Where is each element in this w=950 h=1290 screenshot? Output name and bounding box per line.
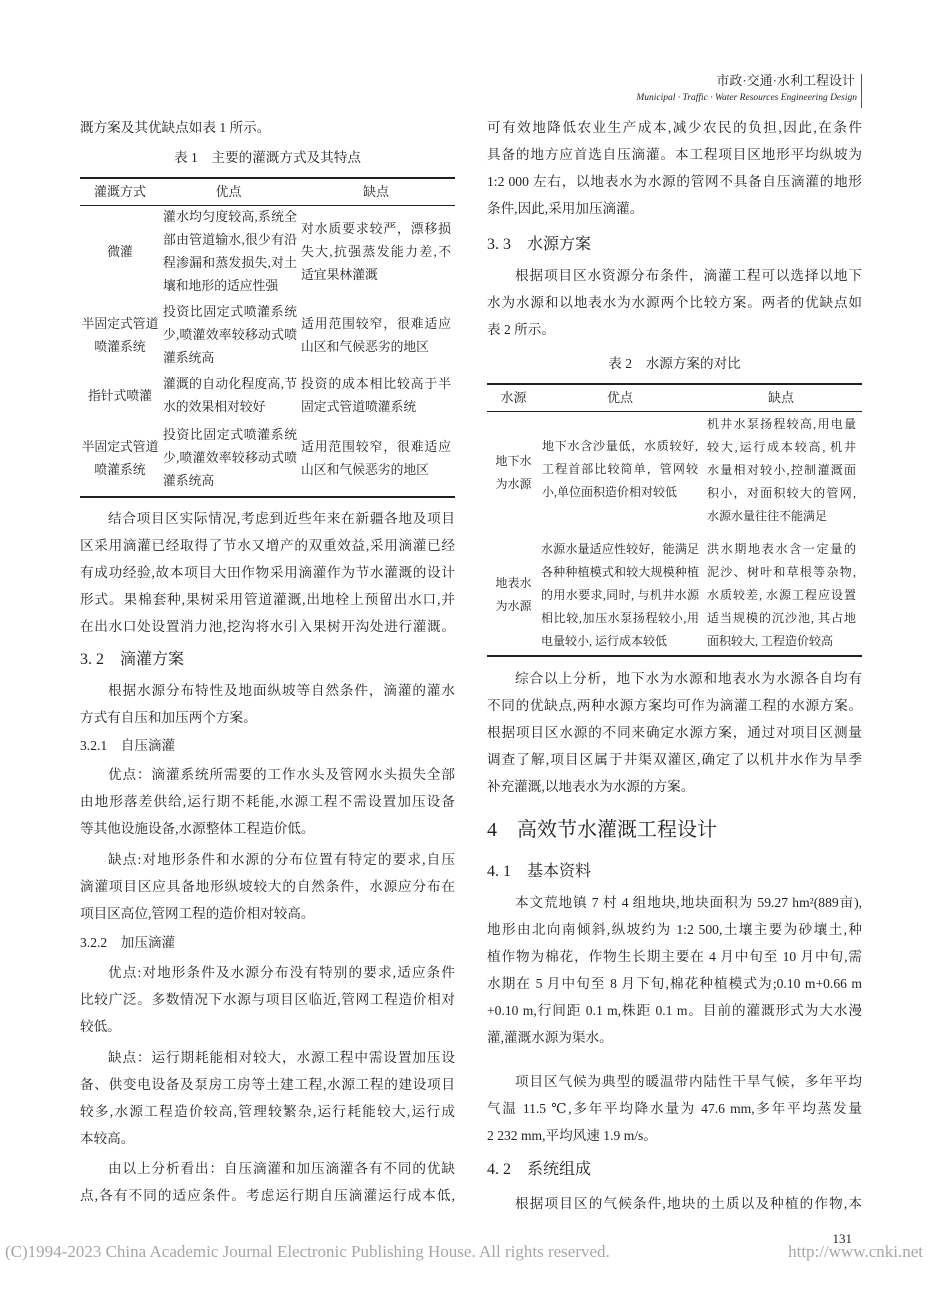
text-line: 项目区高位,管网工程的造价相对较高。 xyxy=(80,906,315,921)
table1-cell-pros xyxy=(163,424,297,493)
cell-line: 适当规模的沉沙池, 其占地 xyxy=(707,611,856,625)
table2-cell-pros xyxy=(542,435,698,504)
text-line: 滴灌项目区应具备地形纵坡较大的自然条件，水源应分布在 xyxy=(80,879,455,894)
cell-line: 各种种植模式和较大规模种植 xyxy=(541,565,699,579)
cell-line: 少,喷灌效率较移动式喷 xyxy=(163,451,297,465)
cell-line: 较大,运行成本较高, 机井 xyxy=(707,440,856,454)
cell-line: 少,喷灌效率较移动式喷 xyxy=(163,328,297,342)
text-line: 具备的地方应首选自压滴灌。本工程项目区地形平均纵坡为 xyxy=(487,147,862,162)
table2-cell-cons xyxy=(707,413,856,528)
table1-cell-method xyxy=(78,436,162,482)
text-line: 等其他设施设备,水源整体工程造价低。 xyxy=(80,821,315,836)
text-line: 地形由北向南倾斜,纵坡约为 1:2 500,土壤主要为砂壤土,种 xyxy=(487,922,862,937)
paragraph-3-2-2-cons xyxy=(80,1044,455,1152)
running-header-title: 市政·交通·水利工程设计 xyxy=(716,73,855,88)
text-line: 1:2 000 左右，以地表水为水源的管网不具备自压滴灌的地形 xyxy=(487,174,862,189)
cell-line: 电量较小, 运行成本较低 xyxy=(541,634,668,648)
text-line: 本较高。 xyxy=(80,1131,135,1146)
table2-top-rule xyxy=(487,383,862,385)
paragraph-intro xyxy=(80,114,455,141)
text-line: 在出水口处设置消力池,挖沟将水引入果树开沟处进行灌溉。 xyxy=(80,619,455,634)
cell-line: 积小，对面积较大的管网, xyxy=(707,486,856,500)
cell-line: 对水质要求较严，漂移损 xyxy=(301,222,451,236)
text-line: 项目区气候为典型的暖温带内陆性干旱气候，多年平均 xyxy=(515,1074,862,1089)
copyright-text: (C)1994-2023 China Academic Journal Electronic Publishing House. All rights reserved. xyxy=(5,1242,610,1261)
cell-line: 投资比固定式喷灌系统 xyxy=(163,305,297,319)
cell-line: 适用范围较窄，很难适应 xyxy=(301,317,451,331)
table2-header-rule xyxy=(487,411,862,412)
text-line: 灌,灌溉水源为渠水。 xyxy=(487,1030,613,1045)
table1-bottom-rule xyxy=(80,496,455,498)
cell-line: 的用水要求,同时, 与机井水源 xyxy=(541,588,699,602)
paragraph-conclusion xyxy=(80,505,455,640)
paragraph-3-2-1-pros xyxy=(80,761,455,842)
table2-cell-source xyxy=(487,572,540,618)
text-line: 植作物为棉花，作物生长期主要在 4 月中旬至 10 月中旬,需 xyxy=(487,949,862,964)
cell-line: 程渗漏和蒸发损失,对土 xyxy=(163,256,297,270)
cell-line: 微灌 xyxy=(107,245,133,259)
text-line: 备、供变电设备及泵房工房等土建工程,水源工程的建设项目 xyxy=(80,1077,455,1092)
cell-line: 壤和地形的适应性强 xyxy=(163,279,279,293)
text-line: 缺点：运行期耗能相对较大，水源工程中需设置加压设 xyxy=(108,1050,455,1065)
running-header-subtitle: Municipal · Traffic · Water Resources Engineering Design xyxy=(636,93,857,103)
table2-cell-source xyxy=(487,450,540,496)
cell-line: 失大,抗强蒸发能力差,不 xyxy=(301,245,451,259)
table2-cell-cons xyxy=(707,538,856,653)
cell-line: 半固定式管道 xyxy=(81,317,159,331)
cell-line: 水的效果相对较好 xyxy=(163,400,266,414)
text-line: 区采用滴灌已经取得了节水又增产的双重效益,采用滴灌已经 xyxy=(80,538,455,553)
text-line: 方式有自压和加压两个方案。 xyxy=(80,710,257,725)
table1-top-rule xyxy=(80,177,455,179)
cell-line: 适用范围较窄，很难适应 xyxy=(301,440,451,454)
text-line: 2 232 mm,平均风速 1.9 m/s。 xyxy=(487,1128,657,1143)
table2-bottom-rule xyxy=(487,655,862,657)
table1-cell-cons xyxy=(301,373,451,419)
cell-line: 山区和气候恶劣的地区 xyxy=(301,340,429,354)
paragraph-basic-data xyxy=(487,889,862,1051)
table2-header-cons: 缺点 xyxy=(767,390,794,405)
text-line: 点,各有不同的适应条件。考虑运行期自压滴灌运行成本低, xyxy=(80,1188,455,1203)
cell-line: 泥沙、树叶和草根等杂物, xyxy=(707,565,856,579)
text-line: +0.10 m,行间距 0.1 m,株距 0.1 m。目前的灌溉形式为大水漫 xyxy=(487,1003,862,1018)
cell-line: 地下水含沙量低，水质较好, xyxy=(542,439,698,453)
page-number: 131 xyxy=(832,1231,852,1246)
table2-cell-pros xyxy=(541,538,699,653)
table1-header-pros: 优点 xyxy=(215,184,242,199)
subsection-heading-3-2-2: 3.2.2 加压滴灌 xyxy=(80,935,176,950)
text-line: 由以上分析看出：自压滴灌和加压滴灌各有不同的优缺 xyxy=(108,1161,455,1176)
cell-line: 工程首部比较简单，管网较 xyxy=(542,462,698,476)
header-divider xyxy=(861,74,862,108)
paragraph-3-2-2-pros xyxy=(80,959,455,1040)
text-line: 水为水源和以地表水为水源两个比较方案。两者的优缺点如 xyxy=(487,295,862,310)
table1-cell-cons xyxy=(301,218,451,287)
table1-cell-method xyxy=(80,385,160,408)
text-line: 根据水源分布特性及地面纵坡等自然条件，滴灌的灌水 xyxy=(108,683,455,698)
text-line: 不同的优缺点,两种水源方案均可作为滴灌工程的水源方案。 xyxy=(487,698,862,713)
table2-caption: 表 2 水源方案的对比 xyxy=(608,356,741,371)
cell-line: 为水源 xyxy=(495,599,532,613)
copyright-url[interactable]: http://www.cnki.net xyxy=(788,1242,923,1261)
section-heading-3-3: 3. 3 水源方案 xyxy=(487,236,592,253)
cell-line: 固定式管道喷灌系统 xyxy=(301,400,417,414)
cell-line: 洪水期地表水含一定量的 xyxy=(707,542,856,556)
table2-header-source: 水源 xyxy=(500,390,527,405)
text-line: 由地形落差供给,运行期不耗能,水源工程不需设置加压设备 xyxy=(80,794,455,809)
text-line: 优点：滴灌系统所需要的工作水头及管网水头损失全部 xyxy=(108,767,455,782)
section-heading-4: 4 高效节水灌溉工程设计 xyxy=(487,819,717,841)
table1-header-method: 灌溉方式 xyxy=(93,184,146,199)
cell-line: 指针式喷灌 xyxy=(88,389,152,403)
cell-line: 半固定式管道 xyxy=(81,440,159,454)
table1-cell-pros xyxy=(163,301,297,370)
cell-line: 地表水 xyxy=(495,576,532,590)
text-line: 本文荒地镇 7 村 4 组地块,地块面积为 59.27 hm²(889亩), xyxy=(515,895,862,910)
text-line: 比较广泛。多数情况下水源与项目区临近,管网工程造价相对 xyxy=(80,992,455,1007)
paragraph-system-composition xyxy=(487,1190,862,1217)
text-line: 调查了解,项目区属于井渠双灌区,确定了以机井水作为旱季 xyxy=(487,752,862,767)
cell-line: 为水源 xyxy=(495,477,532,491)
paragraph-water-source xyxy=(487,262,862,343)
text-line: 根据项目区的气候条件,地块的土质以及种植的作物,本 xyxy=(515,1196,862,1211)
text-line: 较多,水源工程造价较高,管理较繁杂,运行耗能较大,运行成 xyxy=(80,1104,455,1119)
table1-cell-cons xyxy=(301,436,451,482)
cell-line: 水源水量适应性较好，能满足 xyxy=(541,542,699,556)
table1-cell-method xyxy=(78,313,162,359)
paragraph-climate xyxy=(487,1068,862,1149)
cell-line: 地下水 xyxy=(495,454,532,468)
cell-line: 灌水均匀度较高,系统全 xyxy=(163,210,297,224)
cell-line: 水源水量往往不能满足 xyxy=(707,509,828,523)
table1-cell-cons xyxy=(301,313,451,359)
table1-cell-pros xyxy=(163,373,297,419)
copyright-watermark xyxy=(5,1241,923,1263)
text-line: 较低。 xyxy=(80,1019,121,1034)
cell-line: 投资的成本相比较高于半 xyxy=(301,377,451,391)
paragraph-summary xyxy=(80,1155,455,1209)
paragraph-3-2 xyxy=(80,677,455,731)
cell-line: 水量相对较小,控制灌溉面 xyxy=(707,463,856,477)
cell-line: 部由管道输水,很少有沿 xyxy=(163,233,297,247)
cell-line: 灌溉的自动化程度高,节 xyxy=(163,377,297,391)
cell-line: 灌系统高 xyxy=(163,351,215,365)
table1-caption: 表 1 主要的灌溉方式及其特点 xyxy=(174,150,361,165)
table1-cell-pros xyxy=(163,206,297,298)
text-line: 有成功经验,故本项目大田作物采用滴灌作为节水灌溉的设计 xyxy=(80,565,455,580)
cell-line: 相比较,加压水泵扬程较小,用 xyxy=(541,611,699,625)
subsection-heading-3-2-1: 3.2.1 自压滴灌 xyxy=(80,738,176,753)
cell-line: 机井水泵扬程较高,用电量 xyxy=(707,417,856,431)
paragraph-3-2-1-cons xyxy=(80,846,455,927)
text-line: 形式。果棉套种,果树采用管道灌溉,出地栓上预留出水口,并 xyxy=(80,592,455,607)
table1-cell-method xyxy=(80,241,160,264)
text-line: 缺点:对地形条件和水源的分布位置有特定的要求,自压 xyxy=(108,852,455,867)
text-line: 结合项目区实际情况,考虑到近些年来在新疆各地及项目 xyxy=(108,511,455,526)
cell-line: 投资比固定式喷灌系统 xyxy=(163,428,297,442)
text-line: 优点:对地形条件及水源分布没有特别的要求,适应条件 xyxy=(108,965,455,980)
text-line: 表 2 所示。 xyxy=(487,322,555,337)
paragraph-combined-analysis xyxy=(487,665,862,800)
table2-header-pros: 优点 xyxy=(606,390,633,405)
section-heading-4-2: 4. 2 系统组成 xyxy=(487,1161,592,1178)
text-line: 根据项目区水资源分布条件，滴灌工程可以选择以地下 xyxy=(515,268,862,283)
cell-line: 喷灌系统 xyxy=(94,463,146,477)
section-heading-4-1: 4. 1 基本资料 xyxy=(487,863,592,880)
text-line: 可有效地降低农业生产成本,减少农民的负担,因此,在条件 xyxy=(487,120,862,135)
section-heading-3-2: 3. 2 滴灌方案 xyxy=(80,651,185,668)
paragraph-continued xyxy=(487,114,862,222)
cell-line: 小,单位面积造价相对较低 xyxy=(542,485,678,499)
cell-line: 水质较差, 水源工程应设置 xyxy=(707,588,856,602)
cell-line: 面积较大, 工程造价较高 xyxy=(707,634,834,648)
text-line: 补充灌溉,以地表水为水源的方案。 xyxy=(487,779,695,794)
cell-line: 灌系统高 xyxy=(163,474,215,488)
text-line: 条件,因此,采用加压滴灌。 xyxy=(487,201,644,216)
text-line: 水期在 5 月中旬至 8 月下旬,棉花种植模式为;0.10 m+0.66 m xyxy=(487,976,862,991)
text-line: 溉方案及其优缺点如表 1 所示。 xyxy=(80,120,271,135)
text-line: 根据项目区水源的不同来确定水源方案，通过对项目区测量 xyxy=(487,725,862,740)
cell-line: 适宜果林灌溉 xyxy=(301,268,378,282)
text-line: 综合以上分析，地下水为水源和地表水为水源各自均有 xyxy=(515,671,862,686)
table1-header-cons: 缺点 xyxy=(362,184,389,199)
text-line: 气温 11.5 ℃,多年平均降水量为 47.6 mm,多年平均蒸发量 xyxy=(487,1101,862,1116)
cell-line: 喷灌系统 xyxy=(94,340,146,354)
cell-line: 山区和气候恶劣的地区 xyxy=(301,463,429,477)
